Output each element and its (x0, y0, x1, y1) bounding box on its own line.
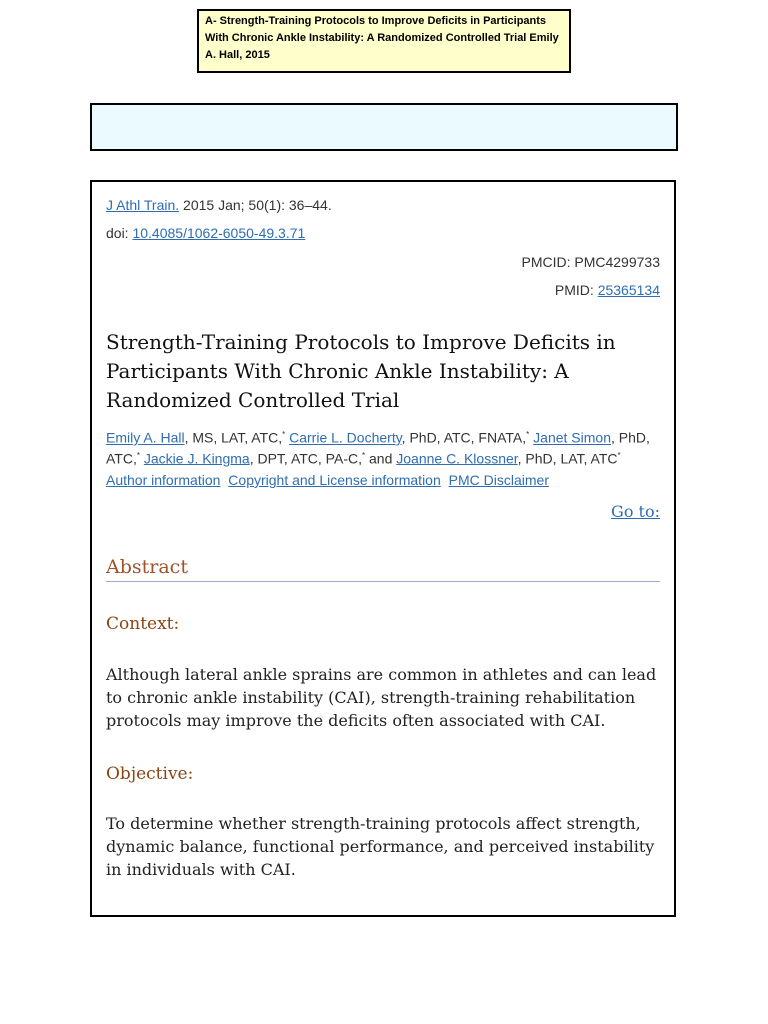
pmid-line (555, 282, 660, 298)
pmid-label: PMID: (554, 282, 594, 298)
objective-heading: Objective: (106, 764, 194, 784)
objective-text: To determine whether strength-training protocols affect strength, dynamic balance, functional performance, and perceived instability in individuals with CAI. (106, 814, 655, 879)
pmcid: PMCID: PMC4299733 (521, 254, 660, 270)
empty-banner-box (90, 103, 678, 151)
author-credentials: , DPT, ATC, PA-C, (249, 450, 362, 467)
document-title-box: A- Strength-Training Protocols to Improve Deficits in Participants With Chronic Ankle Instability: A Randomized Controlled Trial Emily A. Hall, 2015 (197, 9, 571, 73)
journal-link[interactable]: J Athl Train. (106, 197, 180, 213)
pmid-link[interactable]: 25365134 (597, 282, 660, 298)
affiliation-marker: * (282, 430, 286, 439)
author-credentials: , PhD, ATC, FNATA, (401, 429, 527, 446)
context-heading: Context: (106, 614, 180, 634)
citation-date: 2015 Jan; 50(1): 36–44. (183, 197, 332, 213)
goto-link[interactable]: Go to: (611, 502, 660, 521)
article-info-links (106, 472, 553, 488)
affiliation-marker: * (526, 430, 530, 439)
pmc-disclaimer-link[interactable]: PMC Disclaimer (448, 472, 549, 488)
article-panel (90, 180, 676, 917)
affiliation-marker: * (361, 450, 366, 460)
author-list (106, 426, 660, 467)
author-link[interactable]: Joanne C. Klossner (396, 450, 518, 467)
author-information-link[interactable]: Author information (106, 472, 221, 488)
author-link[interactable]: Emily A. Hall (106, 429, 185, 446)
author-credentials: , PhD, ATC, (106, 429, 650, 467)
author-link[interactable]: Jackie J. Kingma (143, 450, 250, 467)
author-credentials: , MS, LAT, ATC, (184, 429, 283, 446)
authors-and: and (369, 450, 393, 467)
doi-label: doi: (106, 225, 129, 241)
author-link[interactable]: Janet Simon (533, 429, 611, 446)
context-text: Although lateral ankle sprains are common in athletes and can lead to chronic ankle instability (CAI), strength-training rehabilitation protocols may improve the deficits often associated with CAI. (106, 665, 657, 730)
copyright-license-link[interactable]: Copyright and License information (228, 472, 441, 488)
doi-link[interactable]: 10.4085/1062-6050-49.3.71 (132, 225, 306, 241)
author-link[interactable]: Carrie L. Docherty (289, 429, 402, 446)
affiliation-marker: * (136, 450, 140, 460)
doi-line (106, 225, 305, 241)
citation-line (106, 197, 332, 213)
author-credentials: , PhD, LAT, ATC (517, 450, 618, 467)
affiliation-marker: * (617, 450, 621, 460)
abstract-heading: Abstract (106, 556, 660, 582)
article-title: Strength-Training Protocols to Improve Deficits in Participants With Chronic Ankle Instability: A Randomized Controlled Trial (106, 330, 616, 412)
